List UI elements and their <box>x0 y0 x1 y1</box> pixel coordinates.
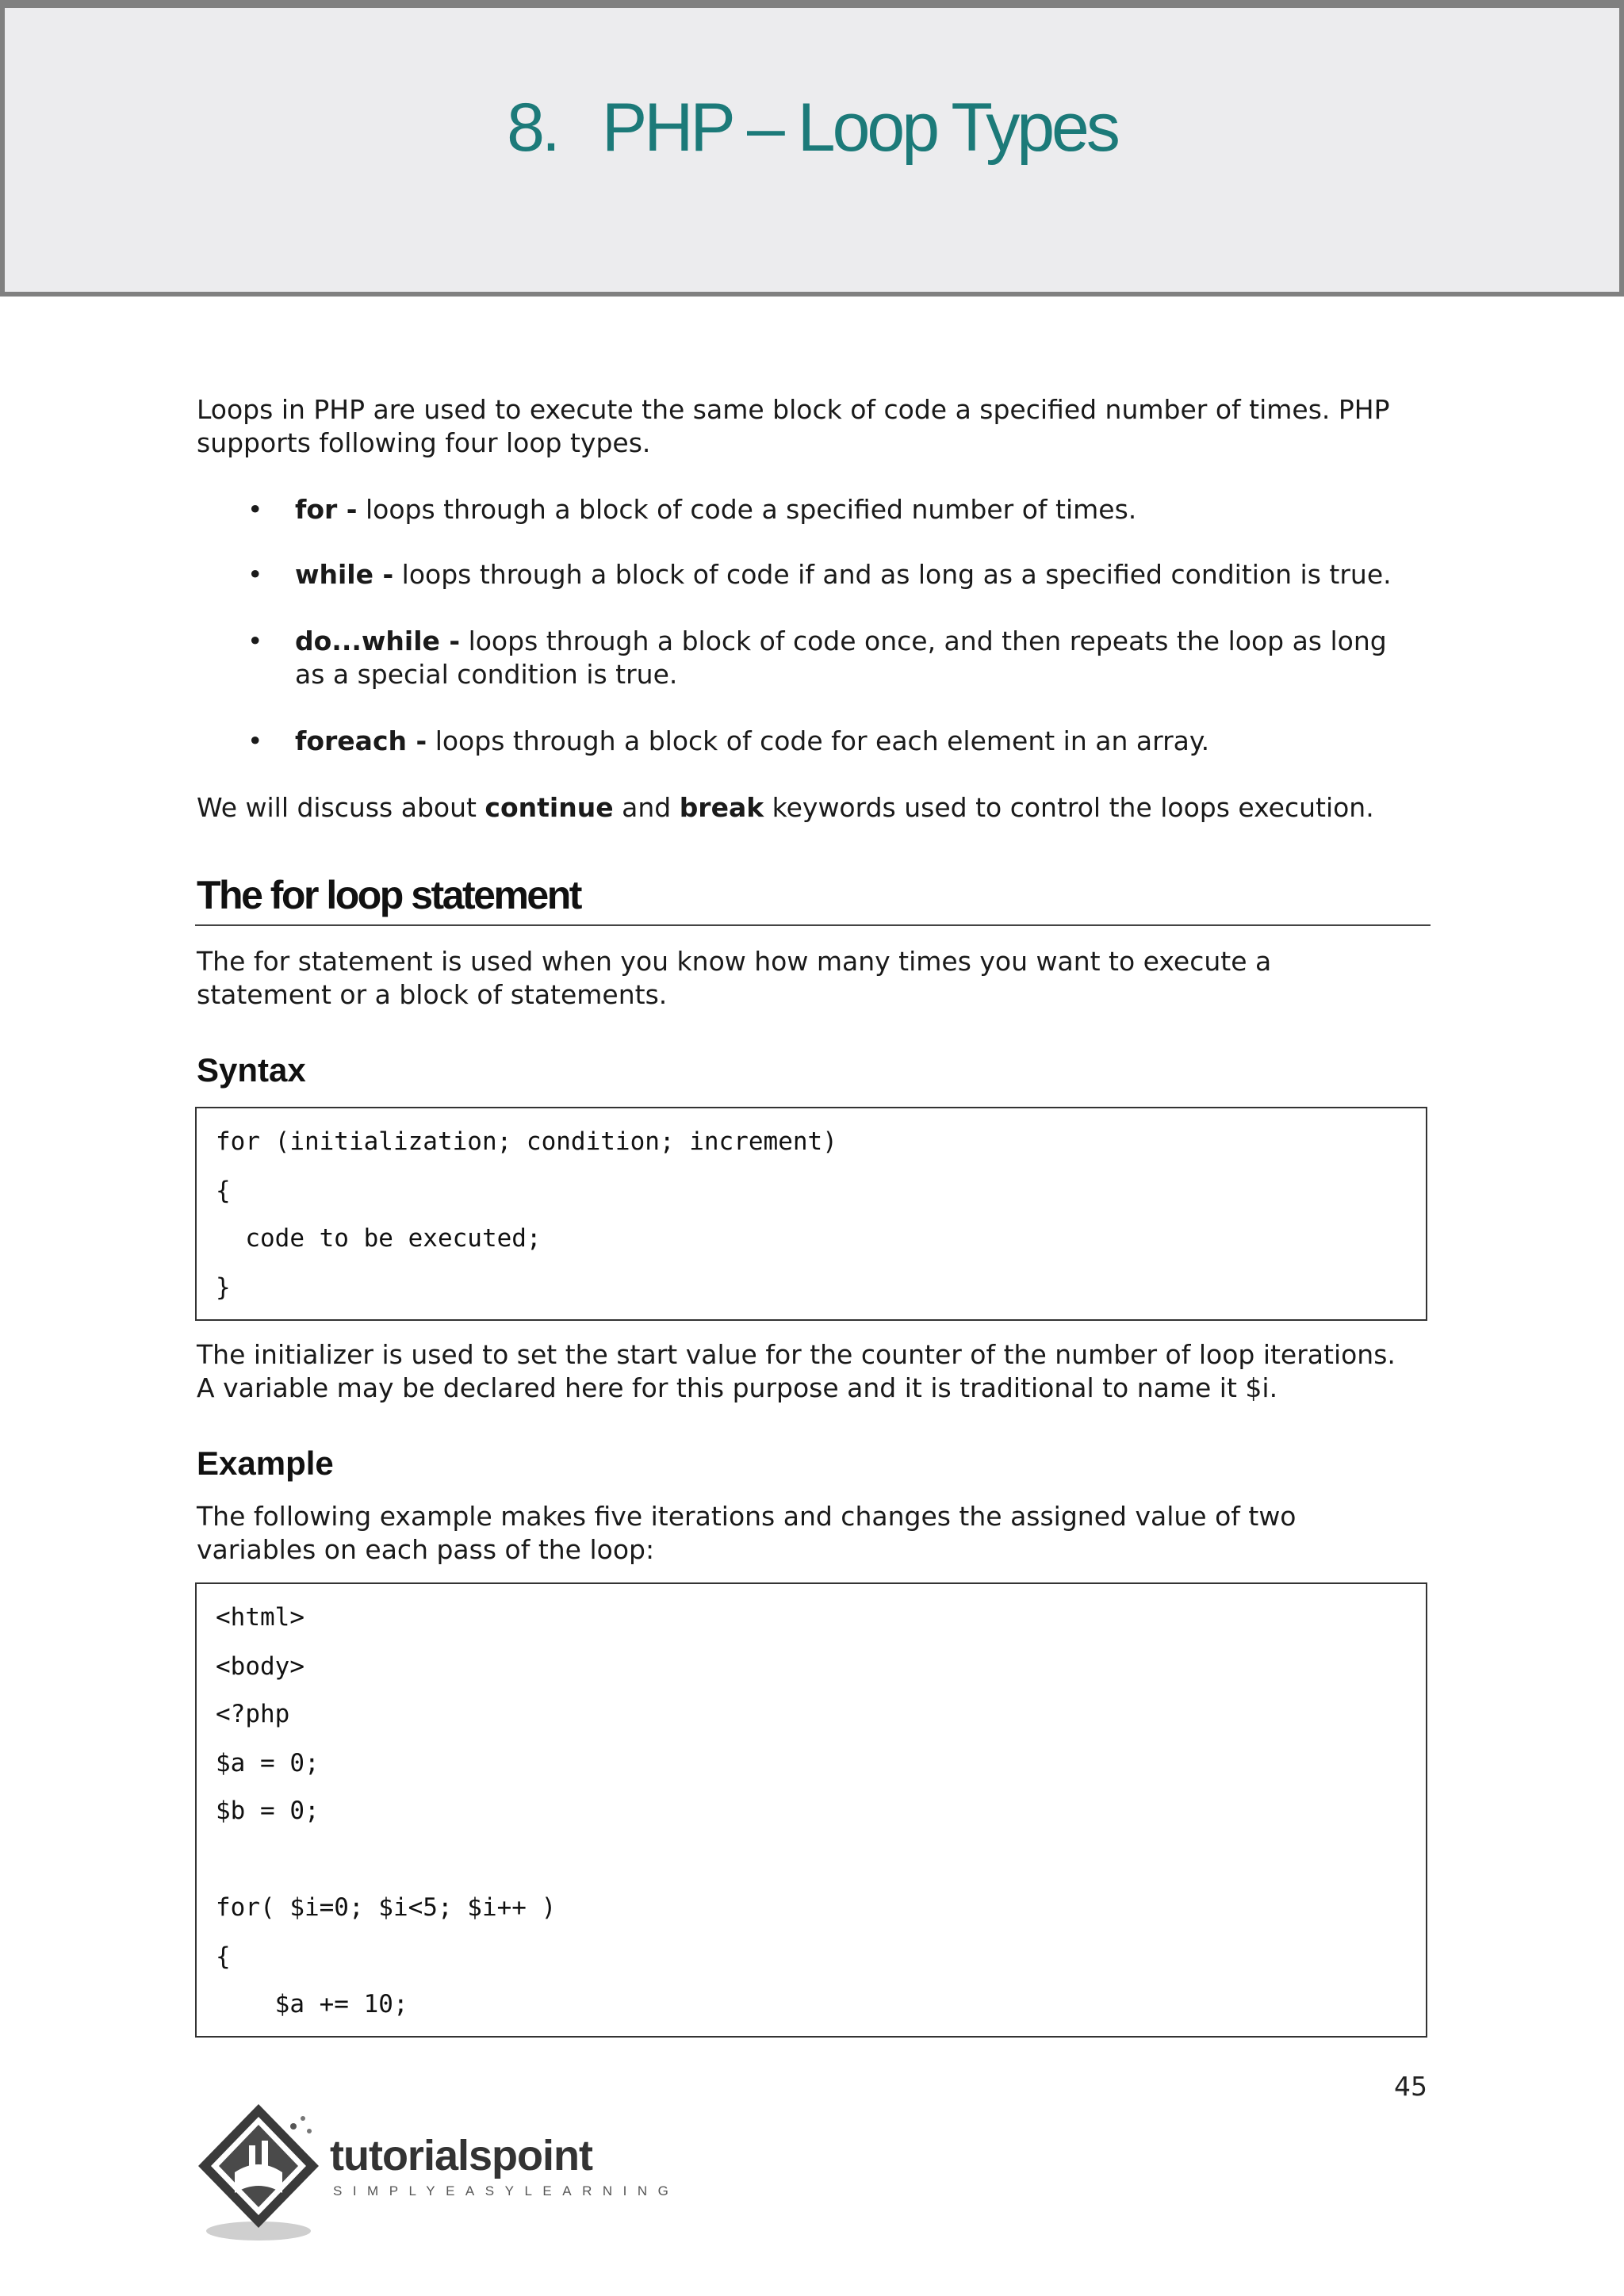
syntax-heading: Syntax <box>197 1051 306 1089</box>
for-description-line-1: The for statement is used when you know how many times you want to execute a <box>197 946 1272 977</box>
list-item-text: loops through a block of code a specified number of times. <box>357 494 1137 525</box>
note-text: and <box>613 792 680 823</box>
list-item-keyword: do...while - <box>295 626 461 656</box>
bullet-marker: • <box>247 494 263 525</box>
list-item-text: loops through a block of code if and as long as a specified condition is true. <box>393 559 1392 590</box>
list-item-foreach <box>295 725 1427 758</box>
intro-line-2: supports following four loop types. <box>197 427 651 458</box>
list-item-keyword: while - <box>295 559 394 590</box>
section-divider <box>195 924 1431 926</box>
example-code-block <box>195 1582 1427 2038</box>
bullet-marker: • <box>247 725 263 756</box>
logo-wordmark-part1: tutorials <box>330 2132 492 2179</box>
example-description-line-2: variables on each pass of the loop: <box>197 1534 655 1565</box>
list-item-do-while <box>295 625 1427 658</box>
initializer-line-1: The initializer is used to set the start value for the counter of the number of loop iterations. <box>197 1339 1396 1370</box>
logo-wordmark <box>330 2131 592 2180</box>
intro-line-1: Loops in PHP are used to execute the same block of code a specified number of times. PHP <box>197 394 1390 425</box>
initializer-line-2: A variable may be declared here for this purpose and it is traditional to name it $i. <box>197 1372 1278 1403</box>
tutorialspoint-logo <box>193 2099 680 2242</box>
logo-diamond-icon <box>193 2099 328 2242</box>
list-item-for <box>295 493 1427 526</box>
bullet-marker: • <box>247 559 263 590</box>
keyword-break: break <box>679 792 764 823</box>
code-line: for( $i=0; $i<5; $i++ ) <box>216 1893 557 1922</box>
keyword-continue: continue <box>485 792 614 823</box>
example-heading: Example <box>197 1445 334 1482</box>
list-item-text: loops through a block of code for each element in an array. <box>427 725 1210 756</box>
bullet-marker: • <box>247 626 263 656</box>
list-item-while <box>295 558 1427 591</box>
page-number: 45 <box>1394 2071 1427 2102</box>
list-item-text: loops through a block of code once, and then repeats the loop as long <box>460 626 1387 656</box>
code-line: <body> <box>216 1652 304 1681</box>
code-line: { <box>216 1177 231 1205</box>
code-line: $a = 0; <box>216 1749 320 1777</box>
list-item-do-while-cont: as a special condition is true. <box>295 659 678 690</box>
code-line: <html> <box>216 1603 304 1632</box>
code-line: code to be executed; <box>216 1224 542 1253</box>
for-description-line-2: statement or a block of statements. <box>197 979 668 1010</box>
keywords-note <box>197 791 1427 825</box>
code-line: $b = 0; <box>216 1797 320 1825</box>
logo-wordmark-part2: point <box>492 2132 592 2179</box>
code-line: <?php <box>216 1700 290 1728</box>
note-text: keywords used to control the loops execution. <box>764 792 1374 823</box>
chapter-title <box>0 89 1624 167</box>
code-line: for (initialization; condition; increment) <box>216 1127 837 1156</box>
code-line: $a += 10; <box>216 1990 408 2019</box>
list-item-keyword: foreach - <box>295 725 427 756</box>
code-line: { <box>216 1942 231 1971</box>
list-item-keyword: for - <box>295 494 358 525</box>
note-text: We will discuss about <box>197 792 485 823</box>
code-line: } <box>216 1273 231 1302</box>
syntax-code-block <box>195 1107 1427 1321</box>
logo-tagline: SIMPLYEASYLEARNING <box>333 2183 680 2198</box>
section-heading-for-loop: The for loop statement <box>197 873 580 917</box>
chapter-number: 8. <box>507 90 557 166</box>
example-description-line-1: The following example makes five iterations and changes the assigned value of two <box>197 1501 1297 1532</box>
chapter-title-text: PHP – Loop Types <box>601 90 1117 166</box>
